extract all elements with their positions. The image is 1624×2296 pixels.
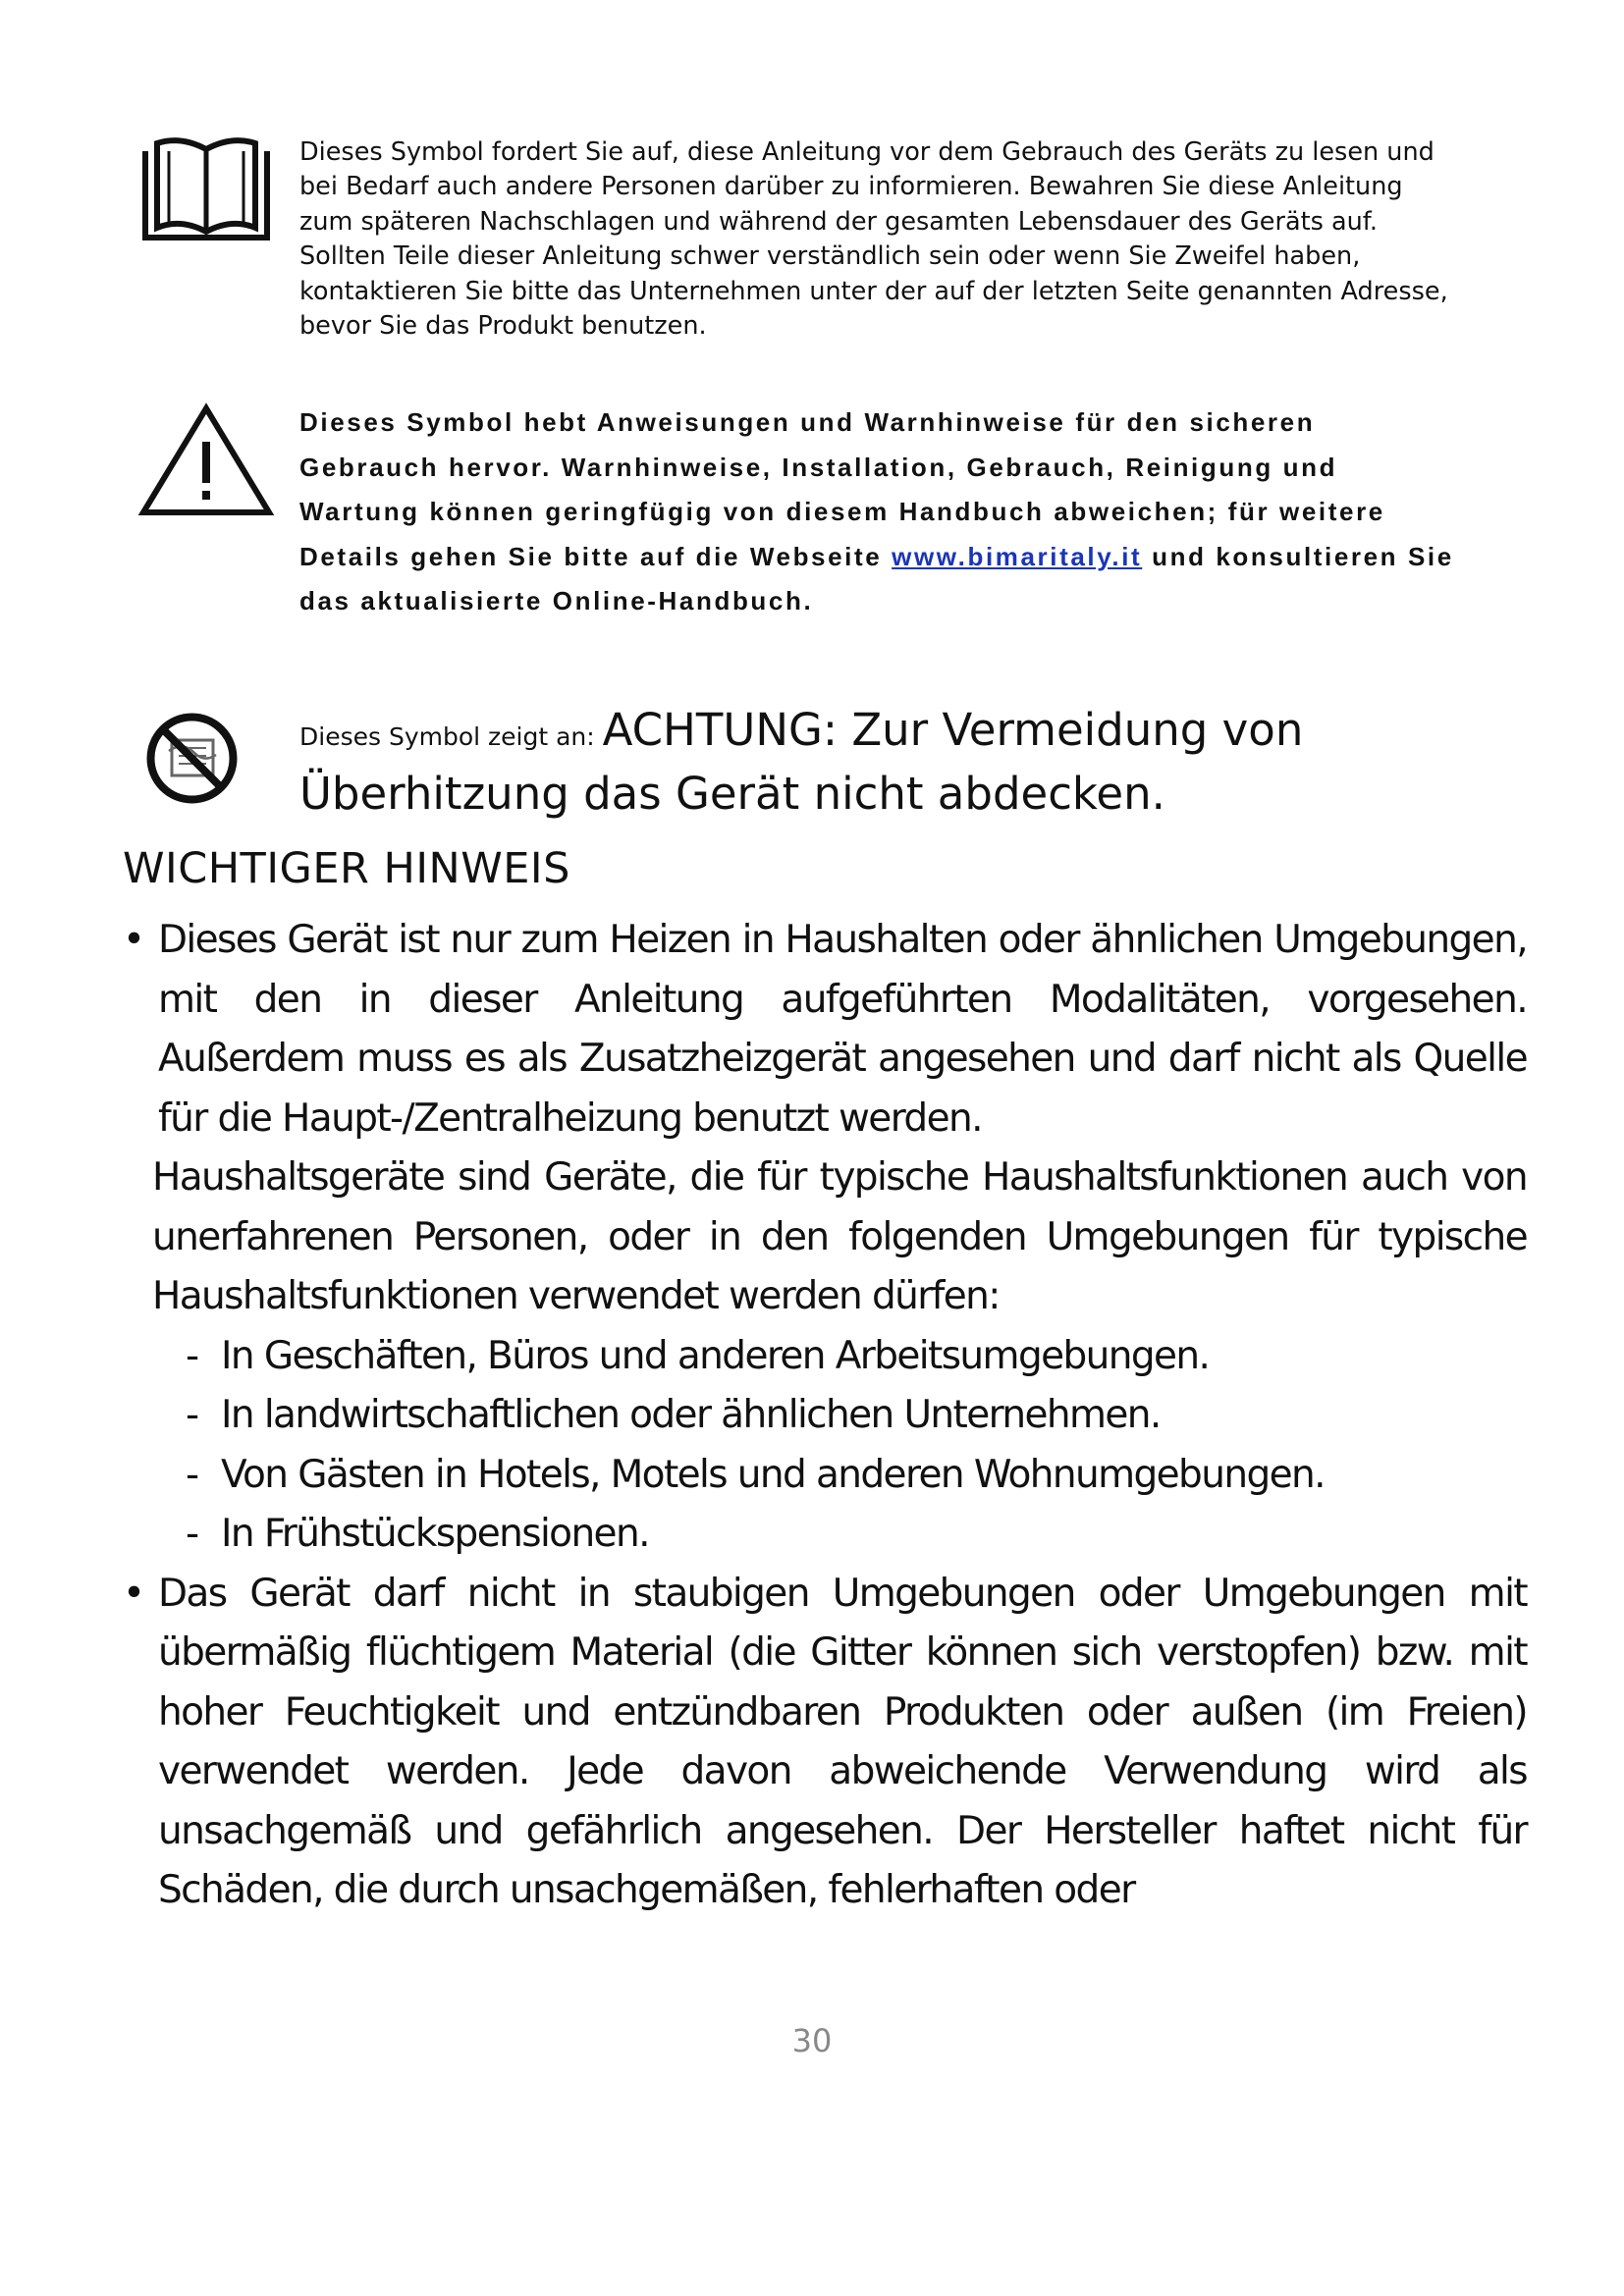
do-not-cover-text: [299, 702, 1457, 823]
warning-triangle-icon: [137, 402, 275, 520]
dash-marker: -: [186, 1333, 198, 1378]
paragraph-1-text: Dieses Gerät ist nur zum Heizen in Haushalten oder ähnlichen Umgebungen, mit den in dieser Anleitung aufgeführten Modalitäten, vorgesehen. Außerdem muss es als Zusatzheizgerät angesehen und darf nicht als Quelle für die Haupt-/Zentralheizung benutzt werden.: [158, 918, 1527, 1141]
do-not-cover-warning: ACHTUNG: Zur Vermeidung von Überhitzung das Gerät nicht abdecken.: [299, 704, 1304, 820]
list-item: [123, 1386, 1527, 1446]
list-item-text: In Geschäften, Büros und anderen Arbeitsumgebungen.: [221, 1333, 1210, 1378]
section-heading: WICHTIGER HINWEIS: [123, 844, 570, 893]
do-not-cover-lead: Dieses Symbol zeigt an:: [299, 722, 603, 751]
environment-list: [123, 1327, 1527, 1565]
dash-marker: -: [186, 1393, 198, 1437]
do-not-cover-notice: [137, 702, 1457, 820]
list-item-text: In landwirtschaftlichen oder ähnlichen Unternehmen.: [221, 1393, 1161, 1437]
list-item-text: In Frühstückspensionen.: [221, 1512, 649, 1556]
paragraph-2-text: Haushaltsgeräte sind Geräte, die für typische Haushaltsfunktionen auch von unerfahrenen Personen, oder in den folgenden Umgebungen für typische Haushaltsfunktionen verwendet werden dürfen:: [152, 1155, 1527, 1318]
read-manual-text: Dieses Symbol fordert Sie auf, diese Anleitung vor dem Gebrauch des Geräts zu lesen und bei Bedarf auch andere Personen darüber zu informieren. Bewahren Sie diese Anleitung zum späteren Nachschlagen und während der gesamten Lebensdauer des Geräts auf. Sollten Teile dieser Anleitung schwer verständlich sein oder wenn Sie Zweifel haben, kontaktieren Sie bitte das Unternehmen unter der auf der letzten Seite genannten Adresse, bevor Sie das Produkt benutzen.: [299, 137, 1448, 342]
dash-marker: -: [186, 1512, 198, 1556]
dash-marker: -: [186, 1452, 198, 1497]
warning-text: [299, 400, 1457, 624]
do-not-cover-icon: [145, 712, 239, 805]
list-item: [123, 1327, 1527, 1387]
read-manual-notice: [137, 135, 1457, 381]
bullet-paragraph-1: [123, 911, 1527, 1148]
warning-text-after: und konsultieren Sie das aktualisierte Online-Handbuch.: [299, 541, 1454, 616]
important-notice-body: [123, 911, 1527, 1921]
warning-notice: [137, 400, 1457, 675]
list-item: [123, 1446, 1527, 1506]
paragraph-3-text: Das Gerät darf nicht in staubigen Umgebungen oder Umgebungen mit übermäßig flüchtigem Material (die Gitter können sich verstopfen) bzw. mit hoher Feuchtigkeit und entzündbaren Produkten oder außen (im Freien) verwendet werden. Jede davon abweichende Verwendung wird als unsachgemäß und gefährlich angesehen. Der Hersteller haftet nicht für Schäden, die durch unsachgemäßen, fehlerhaften oder: [158, 1571, 1527, 1912]
website-link[interactable]: www.bimaritaly.it: [892, 541, 1143, 571]
list-item: [123, 1505, 1527, 1565]
page-number: 30: [791, 2022, 833, 2059]
open-book-icon: [137, 137, 275, 245]
bullet-paragraph-3: [123, 1565, 1527, 1921]
list-item-text: Von Gästen in Hotels, Motels und anderen Wohnumgebungen.: [221, 1452, 1325, 1497]
bullet-marker: •: [123, 918, 144, 962]
warning-text-before: Dieses Symbol hebt Anweisungen und Warnhinweise für den sicheren Gebrauch hervor. Warnhinweise, Installation, Gebrauch, Reinigung und Wartung können geringfügig von diesem Handbuch abweichen; für weitere Details gehen Sie bitte auf die Webseite: [299, 407, 1385, 571]
paragraph-2: [123, 1148, 1527, 1327]
bullet-marker: •: [123, 1571, 144, 1616]
